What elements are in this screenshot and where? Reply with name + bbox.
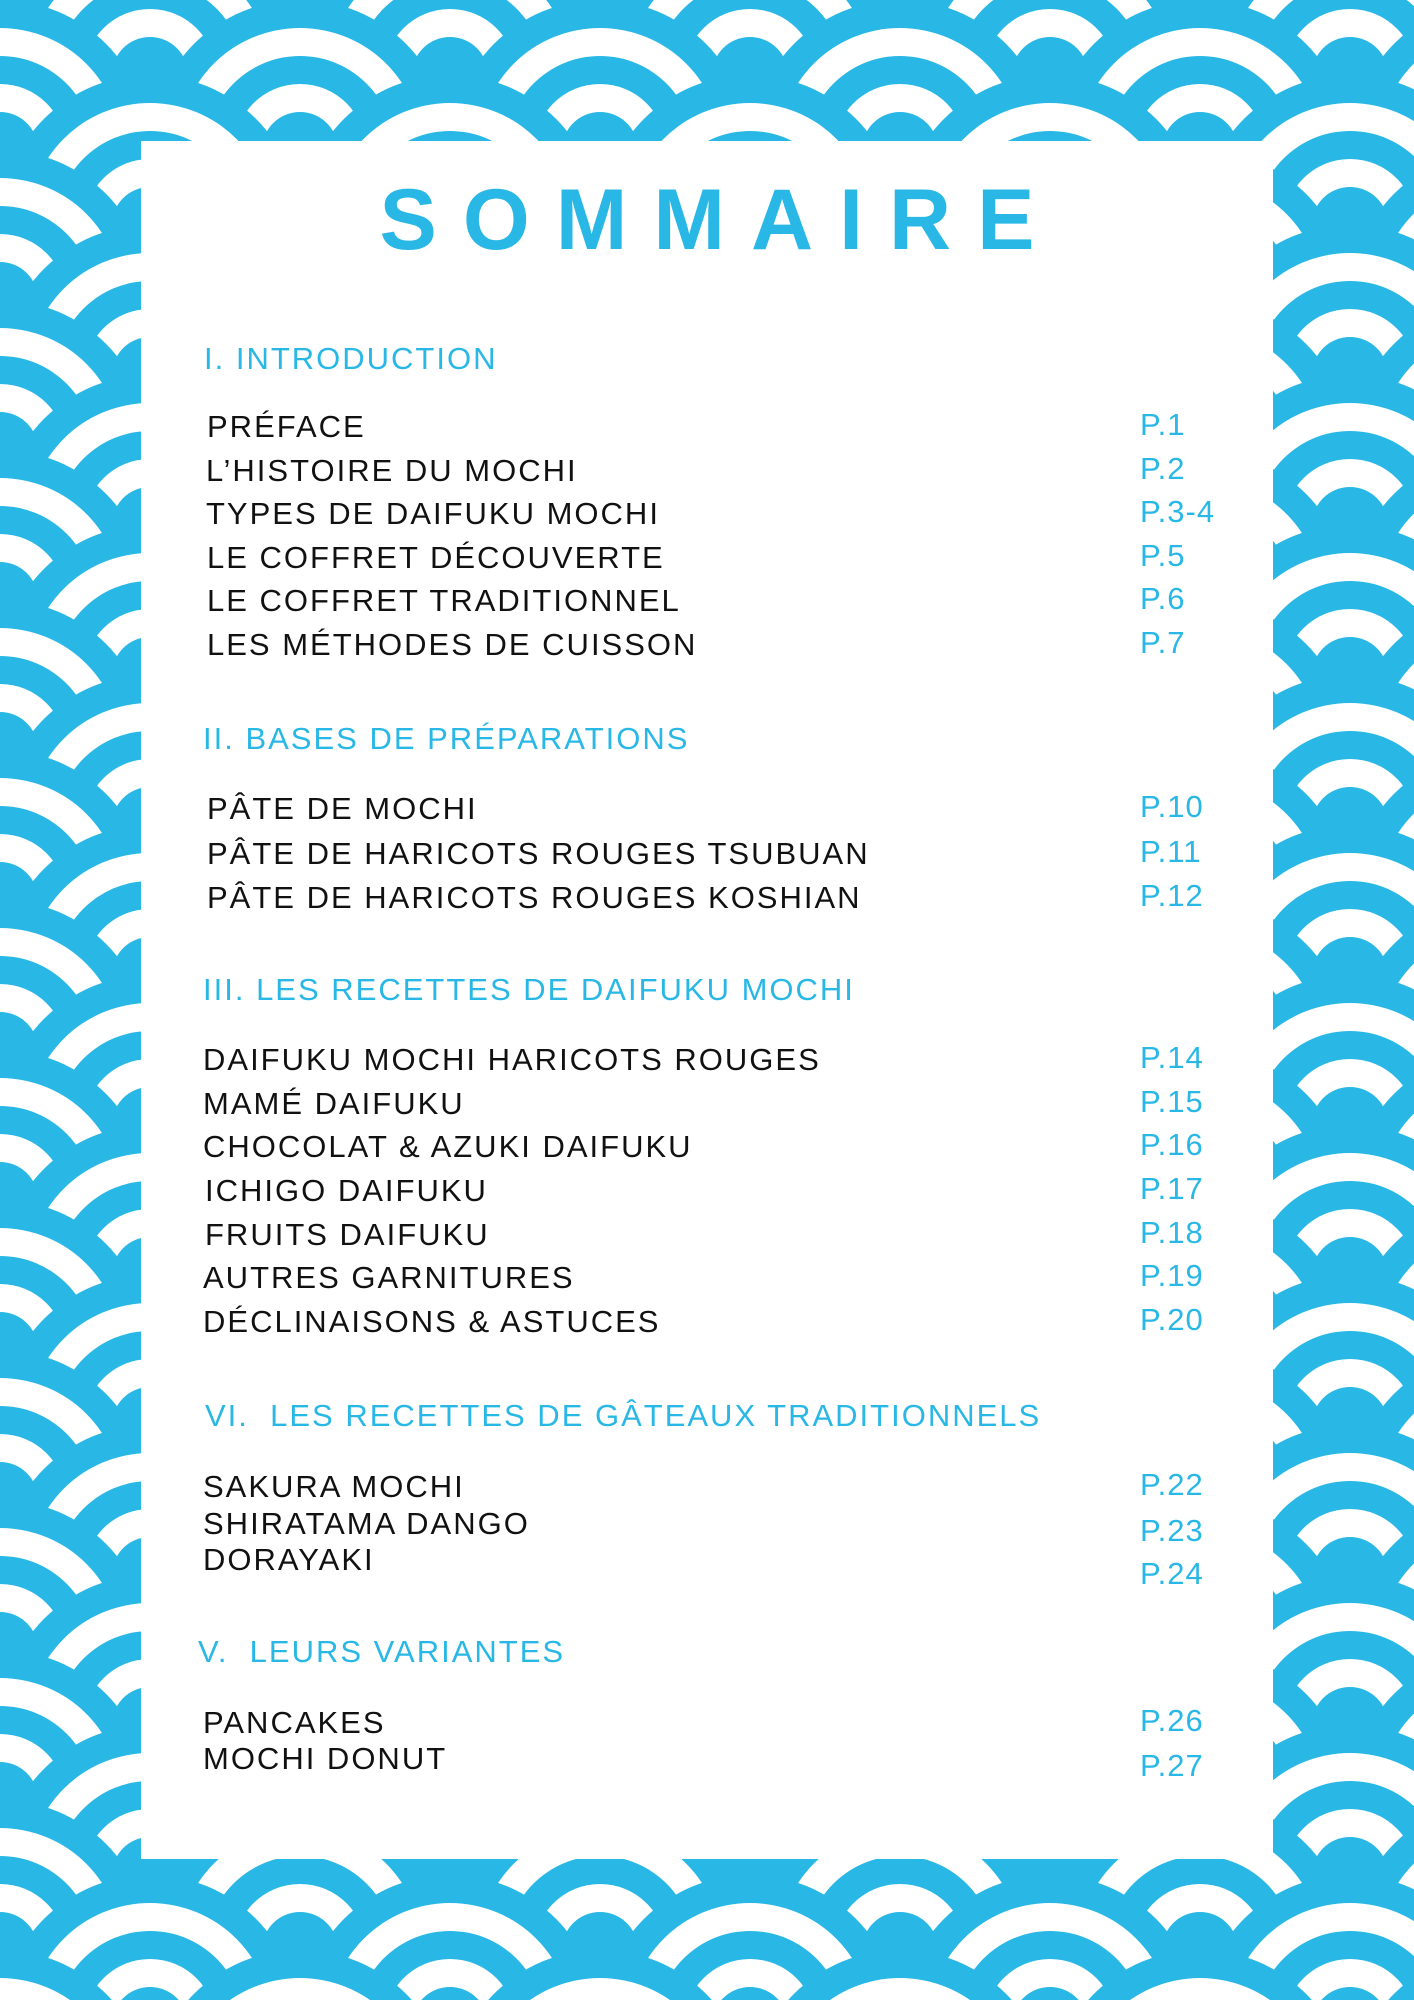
toc-entry-label: CHOCOLAT & AZUKI DAIFUKU — [203, 1129, 693, 1164]
toc-entry-label: LE COFFRET DÉCOUVERTE — [207, 540, 665, 575]
toc-entry-page: P.18 — [1140, 1215, 1204, 1250]
toc-row — [141, 409, 1273, 453]
toc-entry-page: P.26 — [1140, 1703, 1204, 1738]
toc-row — [141, 540, 1273, 584]
toc-row — [141, 880, 1273, 924]
toc-entry-label: PRÉFACE — [207, 409, 366, 444]
toc-entry-page: P.20 — [1140, 1302, 1204, 1337]
toc-entry-label: PÂTE DE MOCHI — [207, 791, 478, 826]
toc-row — [141, 836, 1273, 880]
toc-entry-label: PÂTE DE HARICOTS ROUGES KOSHIAN — [207, 880, 862, 915]
toc-entry-label: SHIRATAMA DANGO — [203, 1506, 530, 1541]
toc-entry-label: SAKURA MOCHI — [203, 1469, 465, 1504]
toc-entry-label: LE COFFRET TRADITIONNEL — [207, 583, 681, 618]
page-title: SOMMAIRE — [379, 172, 1061, 268]
toc-row — [141, 1129, 1273, 1173]
toc-entry-page: P.23 — [1140, 1513, 1204, 1548]
section-heading-variants: V. LEURS VARIANTES — [198, 1634, 566, 1669]
section-heading-daifuku-recipes: III. LES RECETTES DE DAIFUKU MOCHI — [203, 972, 855, 1007]
toc-entry-label: TYPES DE DAIFUKU MOCHI — [206, 496, 660, 531]
toc-entry-label: L’HISTOIRE DU MOCHI — [206, 453, 578, 488]
toc-row — [141, 1086, 1273, 1130]
toc-row — [141, 627, 1273, 671]
section-heading-introduction: I. INTRODUCTION — [204, 341, 498, 376]
toc-entry-label: AUTRES GARNITURES — [203, 1260, 575, 1295]
toc-row — [141, 1042, 1273, 1086]
toc-entry-label: DORAYAKI — [203, 1542, 375, 1577]
toc-entry-page: P.2 — [1140, 451, 1186, 486]
toc-row — [141, 1542, 1273, 1591]
toc-entry-page: P.12 — [1140, 878, 1204, 913]
toc-entry-page: P.11 — [1140, 834, 1202, 869]
toc-entry-page: P.14 — [1140, 1040, 1204, 1075]
toc-entry-label: DÉCLINAISONS & ASTUCES — [203, 1304, 661, 1339]
toc-entry-page: P.6 — [1140, 581, 1186, 616]
toc-row — [141, 791, 1273, 835]
toc-entry-page: P.5 — [1140, 538, 1186, 573]
toc-row — [141, 1260, 1273, 1304]
toc-entry-label: FRUITS DAIFUKU — [205, 1217, 490, 1252]
toc-entry-label: LES MÉTHODES DE CUISSON — [207, 627, 698, 662]
toc-row — [141, 453, 1273, 497]
toc-row — [141, 1173, 1273, 1217]
toc-row — [141, 1217, 1273, 1261]
section-heading-bases: II. BASES DE PRÉPARATIONS — [203, 721, 690, 756]
toc-entry-page: P.10 — [1140, 789, 1204, 824]
toc-entry-label: PÂTE DE HARICOTS ROUGES TSUBUAN — [207, 836, 870, 871]
toc-entry-page: P.27 — [1140, 1748, 1204, 1783]
toc-entry-label: PANCAKES — [203, 1705, 386, 1740]
toc-entry-label: ICHIGO DAIFUKU — [205, 1173, 488, 1208]
table-of-contents-panel — [141, 141, 1273, 1859]
toc-row — [141, 496, 1273, 540]
toc-entry-page: P.24 — [1140, 1556, 1204, 1591]
toc-entry-page: P.3-4 — [1140, 494, 1216, 529]
section-heading-traditional-cakes: VI. LES RECETTES DE GÂTEAUX TRADITIONNELS — [205, 1398, 1042, 1433]
toc-entry-page: P.1 — [1140, 407, 1186, 442]
toc-entry-page: P.19 — [1140, 1258, 1204, 1293]
toc-entry-page: P.15 — [1140, 1084, 1204, 1119]
toc-row — [141, 1304, 1273, 1348]
toc-entry-page: P.17 — [1140, 1171, 1204, 1206]
toc-entry-page: P.7 — [1140, 625, 1186, 660]
toc-entry-page: P.22 — [1140, 1467, 1204, 1502]
toc-entry-page: P.16 — [1140, 1127, 1204, 1162]
toc-row — [141, 1741, 1273, 1785]
toc-entry-label: MAMÉ DAIFUKU — [203, 1086, 465, 1121]
toc-row — [141, 583, 1273, 627]
toc-entry-label: MOCHI DONUT — [203, 1741, 448, 1776]
toc-entry-label: DAIFUKU MOCHI HARICOTS ROUGES — [203, 1042, 821, 1077]
